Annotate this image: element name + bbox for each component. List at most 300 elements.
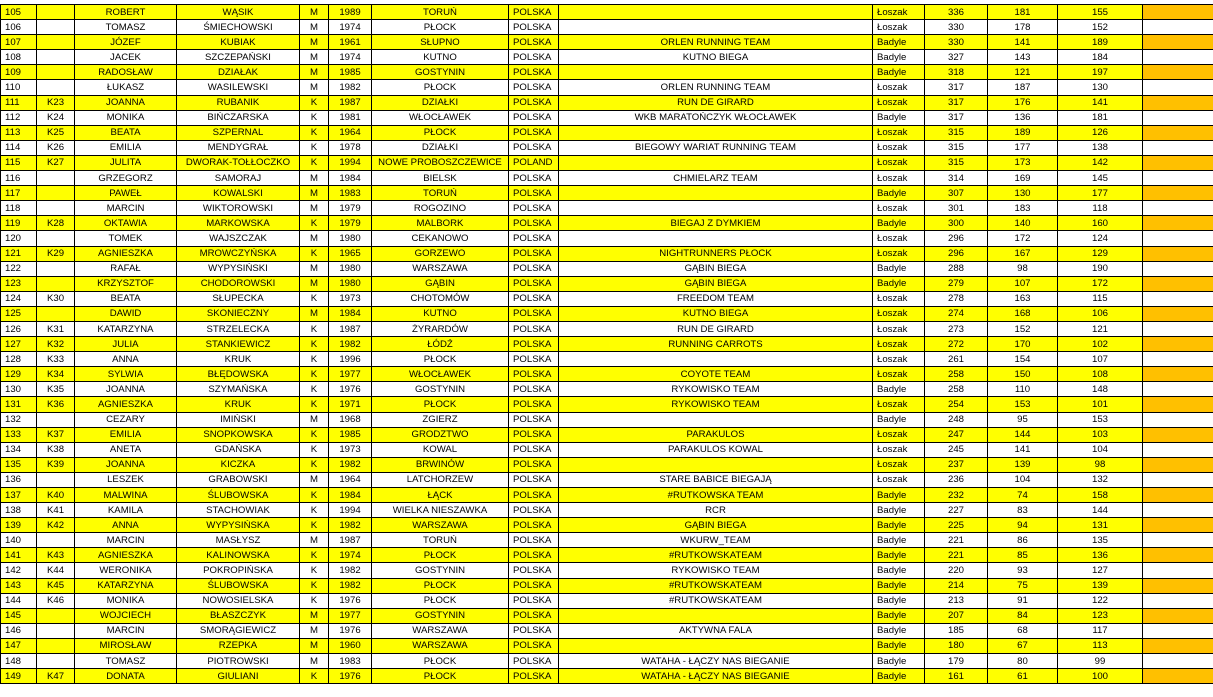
cell-score-a: 183 xyxy=(988,201,1058,216)
cell-marker xyxy=(1143,337,1213,352)
cell-first-name: AGNIESZKA xyxy=(75,397,177,412)
cell-number: 146 xyxy=(1,623,37,638)
cell-club: GĄBIN BIEGA xyxy=(559,518,873,533)
cell-number: 116 xyxy=(1,171,37,186)
cell-city: CHOTOMÓW xyxy=(372,291,509,306)
cell-city: PŁOCK xyxy=(372,669,509,684)
cell-number: 117 xyxy=(1,186,37,201)
cell-first-name: WOJCIECH xyxy=(75,608,177,623)
cell-number: 131 xyxy=(1,397,37,412)
cell-city: PŁOCK xyxy=(372,20,509,35)
cell-category: K36 xyxy=(37,397,75,412)
cell-last-name: CHODOROWSKI xyxy=(177,276,300,291)
cell-city: ROGOZINO xyxy=(372,201,509,216)
cell-sex: M xyxy=(300,261,329,276)
cell-score-b: 101 xyxy=(1058,397,1143,412)
cell-first-name: KAMILA xyxy=(75,503,177,518)
cell-number: 140 xyxy=(1,533,37,548)
cell-first-name: MARCIN xyxy=(75,533,177,548)
cell-country: POLSKA xyxy=(509,488,559,503)
cell-sex: K xyxy=(300,246,329,261)
cell-city: ŁĄCK xyxy=(372,488,509,503)
cell-score-b: 184 xyxy=(1058,50,1143,65)
cell-birth-year: 1961 xyxy=(329,35,372,50)
cell-country: POLSKA xyxy=(509,216,559,231)
cell-sex: K xyxy=(300,125,329,140)
cell-sex: K xyxy=(300,110,329,125)
cell-score-a: 150 xyxy=(988,367,1058,382)
cell-marker xyxy=(1143,548,1213,563)
cell-marker xyxy=(1143,186,1213,201)
table-row xyxy=(1,50,1213,65)
cell-marker xyxy=(1143,518,1213,533)
cell-first-name: ANNA xyxy=(75,518,177,533)
cell-sex: K xyxy=(300,95,329,110)
table-row xyxy=(1,65,1213,80)
cell-score-b: 117 xyxy=(1058,623,1143,638)
cell-category: K26 xyxy=(37,140,75,155)
cell-score-total: 236 xyxy=(925,472,988,487)
cell-birth-year: 1980 xyxy=(329,261,372,276)
cell-number: 147 xyxy=(1,638,37,653)
cell-club: RYKOWISKO TEAM xyxy=(559,563,873,578)
cell-city: KUTNO xyxy=(372,50,509,65)
cell-score-total: 315 xyxy=(925,155,988,170)
cell-score-total: 274 xyxy=(925,306,988,321)
cell-score-a: 84 xyxy=(988,608,1058,623)
cell-city: GORZEWO xyxy=(372,246,509,261)
cell-number: 130 xyxy=(1,382,37,397)
cell-group: Łoszak xyxy=(873,337,925,352)
cell-first-name: DAWID xyxy=(75,306,177,321)
cell-city: DZIAŁKI xyxy=(372,95,509,110)
cell-sex: M xyxy=(300,608,329,623)
cell-marker xyxy=(1143,231,1213,246)
cell-score-total: 254 xyxy=(925,397,988,412)
cell-club: BIEGAJ Z DYMKIEM xyxy=(559,216,873,231)
cell-sex: K xyxy=(300,518,329,533)
cell-club xyxy=(559,5,873,20)
cell-score-total: 220 xyxy=(925,563,988,578)
cell-score-b: 141 xyxy=(1058,95,1143,110)
cell-group: Łoszak xyxy=(873,20,925,35)
cell-number: 115 xyxy=(1,155,37,170)
cell-score-b: 127 xyxy=(1058,563,1143,578)
cell-birth-year: 1978 xyxy=(329,140,372,155)
cell-marker xyxy=(1143,35,1213,50)
cell-score-a: 181 xyxy=(988,5,1058,20)
cell-first-name: KRZYSZTOF xyxy=(75,276,177,291)
cell-number: 137 xyxy=(1,488,37,503)
cell-sex: M xyxy=(300,201,329,216)
cell-first-name: RAFAŁ xyxy=(75,261,177,276)
cell-city: DZIAŁKI xyxy=(372,140,509,155)
cell-group: Łoszak xyxy=(873,457,925,472)
cell-birth-year: 1976 xyxy=(329,669,372,684)
cell-last-name: PIOTROWSKI xyxy=(177,654,300,669)
cell-category xyxy=(37,35,75,50)
cell-sex: K xyxy=(300,140,329,155)
cell-last-name: MROWCZYŃSKA xyxy=(177,246,300,261)
cell-score-total: 272 xyxy=(925,337,988,352)
cell-country: POLSKA xyxy=(509,442,559,457)
cell-city: PŁOCK xyxy=(372,578,509,593)
cell-sex: K xyxy=(300,397,329,412)
cell-country: POLSKA xyxy=(509,5,559,20)
cell-country: POLSKA xyxy=(509,593,559,608)
cell-birth-year: 1987 xyxy=(329,533,372,548)
cell-marker xyxy=(1143,533,1213,548)
cell-group: Łoszak xyxy=(873,95,925,110)
table-row xyxy=(1,337,1213,352)
cell-sex: K xyxy=(300,216,329,231)
cell-club xyxy=(559,186,873,201)
cell-country: POLSKA xyxy=(509,201,559,216)
cell-city: GOSTYNIN xyxy=(372,65,509,80)
cell-country: POLSKA xyxy=(509,246,559,261)
cell-score-total: 221 xyxy=(925,533,988,548)
cell-group: Badyle xyxy=(873,669,925,684)
cell-category: K42 xyxy=(37,518,75,533)
cell-score-b: 138 xyxy=(1058,140,1143,155)
cell-score-a: 152 xyxy=(988,321,1058,336)
cell-group: Badyle xyxy=(873,503,925,518)
table-row xyxy=(1,563,1213,578)
cell-score-a: 163 xyxy=(988,291,1058,306)
cell-city: GOSTYNIN xyxy=(372,382,509,397)
cell-city: PŁOCK xyxy=(372,593,509,608)
cell-club xyxy=(559,457,873,472)
cell-last-name: SŁUPECKA xyxy=(177,291,300,306)
cell-score-a: 107 xyxy=(988,276,1058,291)
table-row xyxy=(1,20,1213,35)
table-row xyxy=(1,352,1213,367)
table-row xyxy=(1,5,1213,20)
cell-number: 119 xyxy=(1,216,37,231)
cell-last-name: KOWALSKI xyxy=(177,186,300,201)
table-row xyxy=(1,276,1213,291)
cell-number: 134 xyxy=(1,442,37,457)
cell-group: Badyle xyxy=(873,488,925,503)
cell-last-name: RUBANIK xyxy=(177,95,300,110)
cell-birth-year: 1987 xyxy=(329,95,372,110)
cell-score-b: 108 xyxy=(1058,367,1143,382)
cell-club xyxy=(559,20,873,35)
cell-number: 122 xyxy=(1,261,37,276)
cell-last-name: GIULIANI xyxy=(177,669,300,684)
cell-score-b: 102 xyxy=(1058,337,1143,352)
cell-birth-year: 1983 xyxy=(329,186,372,201)
cell-marker xyxy=(1143,261,1213,276)
cell-sex: M xyxy=(300,171,329,186)
table-row xyxy=(1,518,1213,533)
cell-club xyxy=(559,201,873,216)
cell-score-total: 221 xyxy=(925,548,988,563)
cell-city: BIELSK xyxy=(372,171,509,186)
cell-club: RYKOWISKO TEAM xyxy=(559,397,873,412)
cell-last-name: DWORAK-TOŁŁOCZKO xyxy=(177,155,300,170)
cell-category xyxy=(37,261,75,276)
cell-group: Badyle xyxy=(873,382,925,397)
cell-score-a: 154 xyxy=(988,352,1058,367)
cell-birth-year: 1973 xyxy=(329,291,372,306)
cell-number: 128 xyxy=(1,352,37,367)
cell-sex: K xyxy=(300,503,329,518)
cell-club xyxy=(559,608,873,623)
cell-city: TORUŃ xyxy=(372,186,509,201)
cell-group: Łoszak xyxy=(873,125,925,140)
cell-category xyxy=(37,5,75,20)
cell-group: Badyle xyxy=(873,533,925,548)
cell-city: PŁOCK xyxy=(372,548,509,563)
cell-country: POLAND xyxy=(509,155,559,170)
cell-city: BRWINÓW xyxy=(372,457,509,472)
cell-country: POLSKA xyxy=(509,563,559,578)
cell-score-total: 278 xyxy=(925,291,988,306)
cell-score-total: 247 xyxy=(925,427,988,442)
cell-last-name: KRUK xyxy=(177,397,300,412)
cell-number: 149 xyxy=(1,669,37,684)
table-row xyxy=(1,608,1213,623)
cell-category: K46 xyxy=(37,593,75,608)
cell-group: Badyle xyxy=(873,276,925,291)
cell-group: Łoszak xyxy=(873,171,925,186)
cell-first-name: PAWEŁ xyxy=(75,186,177,201)
cell-category xyxy=(37,412,75,427)
cell-score-b: 152 xyxy=(1058,20,1143,35)
table-row xyxy=(1,367,1213,382)
cell-score-b: 136 xyxy=(1058,548,1143,563)
cell-sex: K xyxy=(300,548,329,563)
cell-category xyxy=(37,171,75,186)
cell-birth-year: 1974 xyxy=(329,20,372,35)
cell-country: POLSKA xyxy=(509,623,559,638)
cell-category xyxy=(37,201,75,216)
cell-sex: K xyxy=(300,442,329,457)
cell-group: Łoszak xyxy=(873,306,925,321)
cell-birth-year: 1984 xyxy=(329,488,372,503)
table-row xyxy=(1,488,1213,503)
cell-last-name: SZYMAŃSKA xyxy=(177,382,300,397)
cell-sex: M xyxy=(300,231,329,246)
cell-club: #RUTKOWSKATEAM xyxy=(559,548,873,563)
cell-sex: K xyxy=(300,352,329,367)
cell-score-b: 115 xyxy=(1058,291,1143,306)
cell-score-total: 179 xyxy=(925,654,988,669)
cell-group: Łoszak xyxy=(873,427,925,442)
cell-sex: M xyxy=(300,654,329,669)
cell-marker xyxy=(1143,291,1213,306)
table-row xyxy=(1,140,1213,155)
cell-club xyxy=(559,638,873,653)
cell-score-b: 158 xyxy=(1058,488,1143,503)
cell-club: WKB MARATOŃCZYK WŁOCŁAWEK xyxy=(559,110,873,125)
cell-birth-year: 1965 xyxy=(329,246,372,261)
cell-number: 114 xyxy=(1,140,37,155)
cell-score-b: 172 xyxy=(1058,276,1143,291)
cell-last-name: WASILEWSKI xyxy=(177,80,300,95)
cell-category xyxy=(37,638,75,653)
cell-number: 127 xyxy=(1,337,37,352)
cell-score-a: 189 xyxy=(988,125,1058,140)
cell-city: PŁOCK xyxy=(372,352,509,367)
cell-marker xyxy=(1143,382,1213,397)
cell-marker xyxy=(1143,367,1213,382)
cell-category xyxy=(37,472,75,487)
cell-category xyxy=(37,80,75,95)
table-row xyxy=(1,246,1213,261)
cell-birth-year: 1977 xyxy=(329,367,372,382)
cell-score-b: 144 xyxy=(1058,503,1143,518)
cell-city: PŁOCK xyxy=(372,80,509,95)
cell-score-b: 99 xyxy=(1058,654,1143,669)
cell-sex: M xyxy=(300,472,329,487)
cell-score-total: 258 xyxy=(925,367,988,382)
cell-score-total: 327 xyxy=(925,50,988,65)
cell-birth-year: 1980 xyxy=(329,231,372,246)
cell-city: GRODZTWO xyxy=(372,427,509,442)
cell-country: POLSKA xyxy=(509,427,559,442)
cell-score-a: 93 xyxy=(988,563,1058,578)
cell-group: Łoszak xyxy=(873,80,925,95)
cell-number: 148 xyxy=(1,654,37,669)
cell-group: Łoszak xyxy=(873,291,925,306)
cell-number: 118 xyxy=(1,201,37,216)
cell-first-name: MARCIN xyxy=(75,201,177,216)
cell-score-b: 118 xyxy=(1058,201,1143,216)
cell-marker xyxy=(1143,155,1213,170)
cell-last-name: NOWOSIELSKA xyxy=(177,593,300,608)
cell-score-b: 129 xyxy=(1058,246,1143,261)
cell-category: K45 xyxy=(37,578,75,593)
cell-marker xyxy=(1143,503,1213,518)
cell-last-name: STANKIEWICZ xyxy=(177,337,300,352)
cell-marker xyxy=(1143,80,1213,95)
cell-birth-year: 1982 xyxy=(329,578,372,593)
cell-score-b: 103 xyxy=(1058,427,1143,442)
table-row xyxy=(1,397,1213,412)
cell-marker xyxy=(1143,397,1213,412)
cell-score-a: 168 xyxy=(988,306,1058,321)
cell-city: WARSZAWA xyxy=(372,518,509,533)
cell-sex: K xyxy=(300,367,329,382)
cell-city: WIELKA NIESZAWKA xyxy=(372,503,509,518)
cell-club: ORLEN RUNNING TEAM xyxy=(559,80,873,95)
cell-club xyxy=(559,65,873,80)
cell-score-total: 314 xyxy=(925,171,988,186)
cell-first-name: ŁUKASZ xyxy=(75,80,177,95)
cell-sex: M xyxy=(300,65,329,80)
cell-first-name: TOMASZ xyxy=(75,654,177,669)
table-row xyxy=(1,427,1213,442)
cell-sex: K xyxy=(300,488,329,503)
cell-marker xyxy=(1143,488,1213,503)
cell-group: Badyle xyxy=(873,608,925,623)
cell-country: POLSKA xyxy=(509,20,559,35)
cell-first-name: GRZEGORZ xyxy=(75,171,177,186)
cell-number: 123 xyxy=(1,276,37,291)
cell-birth-year: 1964 xyxy=(329,125,372,140)
cell-score-total: 296 xyxy=(925,231,988,246)
cell-category: K30 xyxy=(37,291,75,306)
cell-last-name: KUBIAK xyxy=(177,35,300,50)
cell-city: ŁÓDŹ xyxy=(372,337,509,352)
table-row xyxy=(1,35,1213,50)
cell-first-name: KATARZYNA xyxy=(75,321,177,336)
cell-last-name: POKROPIŃSKA xyxy=(177,563,300,578)
cell-birth-year: 1994 xyxy=(329,503,372,518)
cell-last-name: KRUK xyxy=(177,352,300,367)
cell-score-total: 207 xyxy=(925,608,988,623)
cell-score-b: 104 xyxy=(1058,442,1143,457)
cell-score-a: 86 xyxy=(988,533,1058,548)
cell-number: 111 xyxy=(1,95,37,110)
cell-number: 112 xyxy=(1,110,37,125)
cell-sex: M xyxy=(300,306,329,321)
cell-city: SŁUPNO xyxy=(372,35,509,50)
cell-group: Badyle xyxy=(873,50,925,65)
cell-score-total: 315 xyxy=(925,125,988,140)
cell-group: Łoszak xyxy=(873,5,925,20)
cell-birth-year: 1974 xyxy=(329,548,372,563)
cell-score-b: 123 xyxy=(1058,608,1143,623)
cell-birth-year: 1977 xyxy=(329,608,372,623)
cell-category xyxy=(37,186,75,201)
cell-sex: M xyxy=(300,623,329,638)
table-row xyxy=(1,155,1213,170)
cell-number: 126 xyxy=(1,321,37,336)
cell-country: POLSKA xyxy=(509,503,559,518)
cell-score-total: 261 xyxy=(925,352,988,367)
cell-marker xyxy=(1143,442,1213,457)
table-row xyxy=(1,321,1213,336)
cell-score-total: 307 xyxy=(925,186,988,201)
cell-group: Badyle xyxy=(873,548,925,563)
cell-city: KOWAL xyxy=(372,442,509,457)
cell-city: ŻYRARDÓW xyxy=(372,321,509,336)
cell-country: POLSKA xyxy=(509,669,559,684)
cell-category: K28 xyxy=(37,216,75,231)
cell-first-name: MONIKA xyxy=(75,593,177,608)
cell-score-a: 143 xyxy=(988,50,1058,65)
cell-country: POLSKA xyxy=(509,397,559,412)
cell-score-b: 177 xyxy=(1058,186,1143,201)
cell-birth-year: 1985 xyxy=(329,427,372,442)
cell-score-a: 98 xyxy=(988,261,1058,276)
cell-city: WŁOCŁAWEK xyxy=(372,110,509,125)
cell-club: BIEGOWY WARIAT RUNNING TEAM xyxy=(559,140,873,155)
cell-last-name: STRZELECKA xyxy=(177,321,300,336)
cell-city: CEKANOWO xyxy=(372,231,509,246)
cell-score-a: 140 xyxy=(988,216,1058,231)
cell-club xyxy=(559,155,873,170)
cell-city: TORUŃ xyxy=(372,533,509,548)
cell-score-b: 197 xyxy=(1058,65,1143,80)
cell-group: Łoszak xyxy=(873,397,925,412)
cell-score-b: 145 xyxy=(1058,171,1143,186)
cell-country: POLSKA xyxy=(509,578,559,593)
cell-score-a: 153 xyxy=(988,397,1058,412)
cell-score-total: 237 xyxy=(925,457,988,472)
cell-first-name: BEATA xyxy=(75,291,177,306)
cell-city: GOSTYNIN xyxy=(372,563,509,578)
cell-number: 108 xyxy=(1,50,37,65)
cell-score-total: 185 xyxy=(925,623,988,638)
cell-number: 120 xyxy=(1,231,37,246)
cell-club: RUNNING CARROTS xyxy=(559,337,873,352)
cell-country: POLSKA xyxy=(509,261,559,276)
cell-country: POLSKA xyxy=(509,171,559,186)
